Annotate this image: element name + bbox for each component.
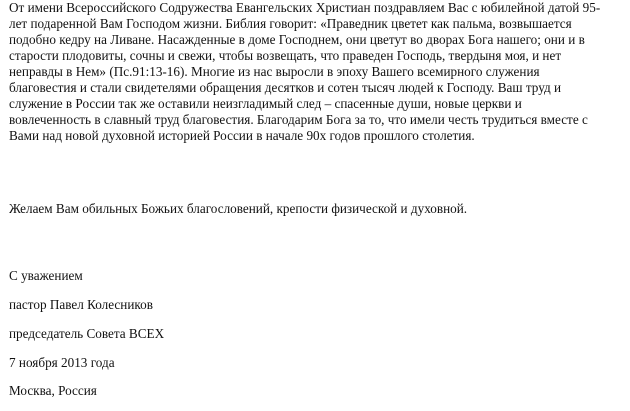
paragraph-line: благовестия и стали свидетелями обращения десятков и сотен тысяч людей к Господу. Ваш труд и xyxy=(9,80,562,95)
signature-place: Москва, Россия xyxy=(9,383,97,398)
paragraph-line: неправды в Нем» (Пс.91:13-16). Многие из нас выросли в эпоху Вашего всемирного служения xyxy=(9,64,540,79)
wish-paragraph: Желаем Вам обильных Божьих благословений, крепости физической и духовной. xyxy=(9,201,468,216)
signature-name: пастор Павел Колесников xyxy=(9,297,153,312)
paragraph-line: подобно кедру на Ливане. Насажденные в доме Господнем, они цветут во дворах Бога нашего; они и в xyxy=(9,32,585,47)
paragraph-line: служение в России так же оставили неизгладимый след – спасенные души, новые церкви и xyxy=(9,96,522,111)
paragraph-line: Вами над новой духовной историей России в начале 90х годов прошлого столетия. xyxy=(9,128,475,143)
signature-date: 7 ноября 2013 года xyxy=(9,355,115,370)
signature-title: председатель Совета ВСЕХ xyxy=(9,326,165,341)
paragraph-line: вовлеченность в славный труд благовестия. Благодарим Бога за то, что имели честь трудиться вместе с xyxy=(9,112,588,127)
signature-greeting: С уважением xyxy=(9,268,83,283)
paragraph-line: старости плодовиты, сочны и свежи, чтобы возвещать, что праведен Господь, твердыня моя, и нет xyxy=(9,48,562,63)
paragraph-line: лет подаренной Вам Господом жизни. Библия говорит: «Праведник цветет как пальма, возвышается xyxy=(9,16,572,31)
paragraph-line: От имени Всероссийского Содружества Евангельских Христиан поздравляем Вас с юбилейной датой 95- xyxy=(9,0,601,15)
